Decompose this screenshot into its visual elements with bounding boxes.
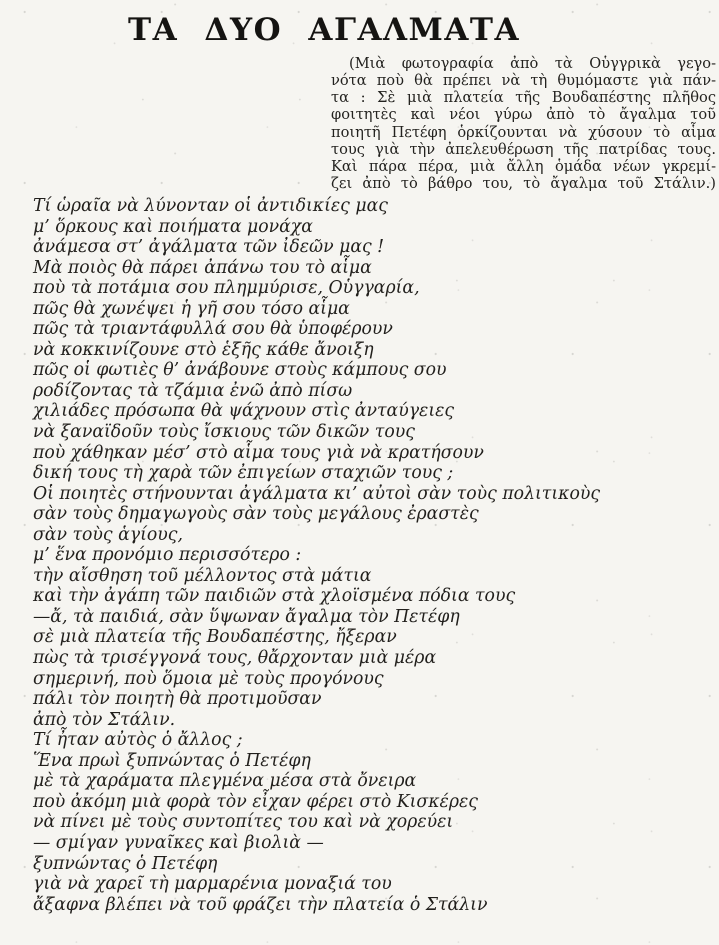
poem-line: νὰ κοκκινίζουνε στὸ ἑξῆς κάθε ἄνοιξη [33,339,374,360]
poem-line: ἄξαφνα βλέπει νὰ τοῦ φράζει τὴν πλατεία ὁ Στάλιν [33,894,488,915]
poem-line: μὲ τὰ χαράματα πλεγμένα μέσα στὰ ὄνειρα [33,771,417,792]
poem-line: γιὰ νὰ χαρεῖ τὴ μαρμαρένια μοναξιά του [33,874,392,895]
poem-line: Τί ἦταν αὐτὸς ὁ ἄλλος ; [33,730,243,751]
poem-body [33,196,703,915]
epigraph-block [331,55,716,192]
poem-line: Ἕνα πρωὶ ξυπνώντας ὁ Πετέφη [33,750,311,771]
poem-line: σὰν τοὺς ἁγίους, [33,524,183,545]
poem-line: ἀνάμεσα στ’ ἀγάλματα τῶν ἰδεῶν μας ! [33,237,385,258]
poem-line: σημερινή, ποὺ ὅμοια μὲ τοὺς προγόνους [33,668,384,689]
poem-line: δική τους τὴ χαρὰ τῶν ἐπιγείων σταχιῶν τους ; [33,463,454,484]
epigraph-line: ζει ἀπὸ τὸ βάθρο του, τὸ ἄγαλμα τοῦ Στάλιν.) [331,175,716,193]
poem-line: — σμίγαν γυναῖκες καὶ βιολιὰ — [33,832,324,853]
epigraph-line: Καὶ πάρα πέρα, μιὰ ἄλλη ὁμάδα νέων γκρεμί- [331,157,716,175]
poem-line: Μὰ ποιὸς θὰ πάρει ἀπάνω του τὸ αἷμα [33,257,372,278]
epigraph-line: νότα ποὺ θὰ πρέπει νὰ τὴ θυμόμαστε γιὰ πάν- [331,72,716,90]
poem-line: σὲ μιὰ πλατεία τῆς Βουδαπέστης, ἤξεραν [33,627,397,648]
poem-line: Τί ὡραῖα νὰ λύνονταν οἱ ἀντιδικίες μας [33,196,388,216]
poem-line: μ’ ἕνα προνόμιο περισσότερο : [33,545,302,566]
poem-line: πῶς τὰ τριαντάφυλλά σου θὰ ὑποφέρουν [33,319,393,340]
epigraph-line: τους γιὰ τὴν ἀπελευθέρωση τῆς πατρίδας τους. [331,140,716,158]
poem-line: πάλι τὸν ποιητὴ θὰ προτιμοῦσαν [33,689,322,710]
poem-line: τὴν αἴσθηση τοῦ μέλλοντος στὰ μάτια [33,565,372,586]
poem-line: μ’ ὅρκους καὶ ποιήματα μονάχα [33,216,313,237]
poem-line: χιλιάδες πρόσωπα θὰ ψάχνουν στὶς ἀνταύγειες [33,401,455,422]
poem-line: ἀπὸ τὸν Στάλιν. [33,709,176,730]
poem-line: πῶς θὰ χωνέψει ἡ γῆ σου τόσο αἷμα [33,298,350,319]
epigraph-line: φοιτητὲς καὶ νέοι γύρω ἀπὸ τὸ ἄγαλμα τοῦ [331,106,716,124]
poem-line: ποὺ τὰ ποτάμια σου πλημμύρισε, Οὑγγαρία, [33,278,420,299]
poem-line: ροδίζοντας τὰ τζάμια ἐνῶ ἀπὸ πίσω [33,380,353,401]
epigraph-line: τα : Σὲ μιὰ πλατεία τῆς Βουδαπέστης πλῆθος [331,89,716,107]
poem-line: σὰν τοὺς δημαγωγοὺς σὰν τοὺς μεγάλους ἐραστὲς [33,504,479,525]
poem-line: πῶς οἱ φωτιὲς θ’ ἀνάβουνε στοὺς κάμπους σου [33,360,447,381]
poem-line: πὼς τὰ τρισέγγονά τους, θἄρχονταν μιὰ μέρα [33,648,437,669]
epigraph-line: (Μιὰ φωτογραφία ἀπὸ τὰ Οὑγγρικὰ γεγο- [349,55,716,72]
poem-line: ποὺ χάθηκαν μέσ’ στὸ αἷμα τους γιὰ νὰ κρατήσουν [33,442,484,463]
poem-line: νὰ πίνει μὲ τοὺς συντοπίτες του καὶ νὰ χορεύει [33,812,454,833]
epigraph-line: ποιητῆ Πετέφη ὁρκίζουνται νὰ χύσουν τὸ αἷμα [331,123,716,141]
poem-line: —ἄ, τὰ παιδιά, σὰν ὕψωναν ἄγαλμα τὸν Πετέφη [33,606,460,627]
poem-line: καὶ τὴν ἀγάπη τῶν παιδιῶν στὰ χλοϊσμένα πόδια τους [33,586,516,607]
poem-line: ποὺ ἀκόμη μιὰ φορὰ τὸν εἶχαν φέρει στὸ Κισκέρες [33,791,478,812]
poem-line: Οἱ ποιητὲς στήνουνται ἀγάλματα κι’ αὐτοὶ σὰν τοὺς πολιτικοὺς [33,483,601,504]
poem-line: ξυπνώντας ὁ Πετέφη [33,853,218,874]
poem-title: ΤΑ ΔΥΟ ΑΓΑΛΜΑΤΑ [128,12,521,48]
poem-line: νὰ ξαναϊδοῦν τοὺς ἴσκιους τῶν δικῶν τους [33,422,415,443]
